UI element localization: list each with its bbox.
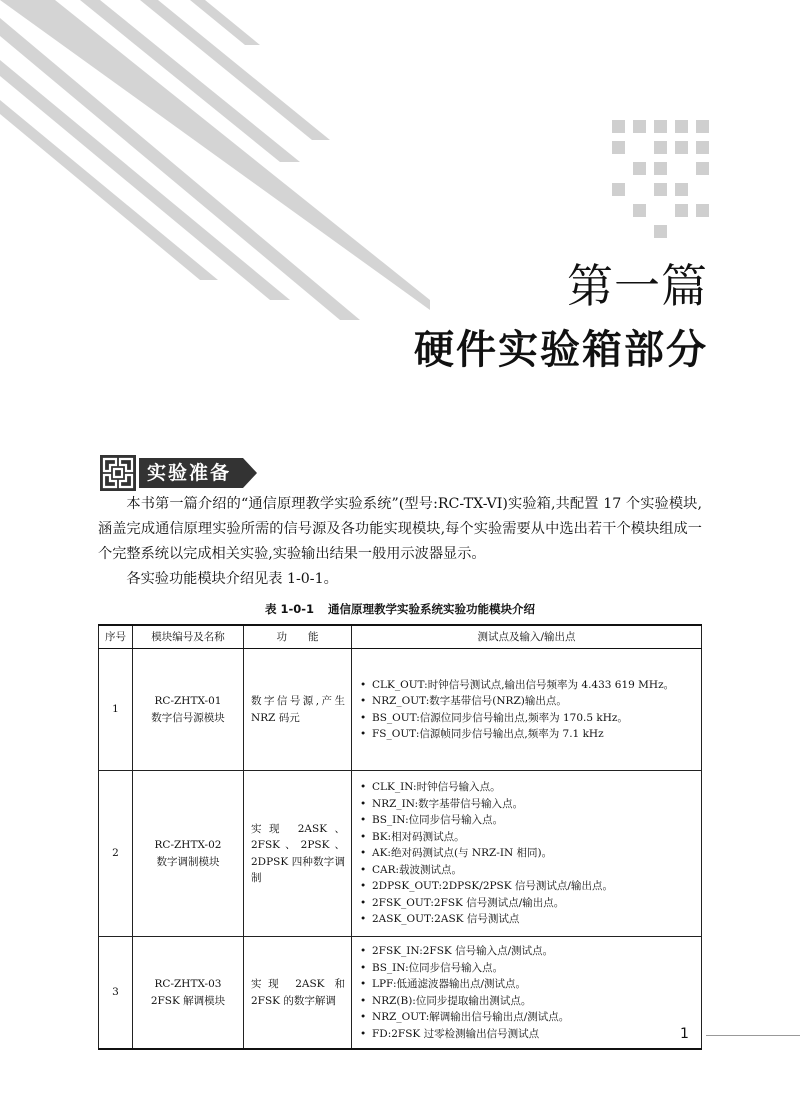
- row-number: 2: [99, 771, 133, 937]
- module-code: RC-ZHTX-03: [154, 978, 222, 990]
- part-subtitle: 硬件实验箱部分: [414, 327, 708, 373]
- table-row: [99, 649, 702, 771]
- test-point-item: • NRZ_IN:数字基带信号输入点。: [360, 796, 697, 813]
- table-caption-text: 通信原理教学实验系统实验功能模块介绍: [328, 602, 536, 616]
- section-label-arrow: [243, 458, 257, 488]
- module-name-cell: [133, 649, 244, 771]
- test-point-item: • FD:2FSK 过零检测输出信号测试点: [360, 1026, 697, 1043]
- page-number: 1: [680, 1026, 689, 1042]
- test-point-item: • NRZ(B):位同步提取输出测试点。: [360, 993, 697, 1010]
- test-point-item: • NRZ_OUT:数字基带信号(NRZ)输出点。: [360, 693, 697, 710]
- test-point-item: • CLK_OUT:时钟信号测试点,输出信号频率为 4.433 619 MHz。: [360, 677, 697, 694]
- module-name: 2FSK 解调模块: [150, 994, 226, 1007]
- module-table: [98, 624, 702, 1050]
- module-function: 实现 2ASK 和 2FSK 的数字解调: [244, 937, 352, 1050]
- test-point-item: • 2FSK_IN:2FSK 信号输入点/测试点。: [360, 943, 697, 960]
- module-name-cell: [133, 771, 244, 937]
- test-point-item: • BS_IN:位同步信号输入点。: [360, 812, 697, 829]
- test-point-item: • CLK_IN:时钟信号输入点。: [360, 779, 697, 796]
- test-points-cell: [352, 937, 702, 1050]
- section-label: 实验准备: [139, 458, 243, 488]
- test-point-item: • NRZ_OUT:解调输出信号输出点/测试点。: [360, 1009, 697, 1026]
- test-point-item: • 2DPSK_OUT:2DPSK/2PSK 信号测试点/输出点。: [360, 878, 697, 895]
- test-points-cell: [352, 771, 702, 937]
- test-points-cell: [352, 649, 702, 771]
- test-point-item: • FS_OUT:信源帧同步信号输出点,频率为 7.1 kHz: [360, 726, 697, 743]
- test-point-item: • 2FSK_OUT:2FSK 信号测试点/输出点。: [360, 895, 697, 912]
- maze-pattern-icon: [100, 455, 136, 491]
- module-name-cell: [133, 937, 244, 1050]
- header-cell: 测试点及输入/输出点: [352, 625, 702, 649]
- module-name: 数字信号源模块: [151, 711, 225, 724]
- table-caption: [98, 601, 702, 617]
- page-number-rule: [706, 1035, 800, 1036]
- test-point-item: • CAR:载波测试点。: [360, 862, 697, 879]
- module-function: 实现 2ASK、2FSK、2PSK、2DPSK 四种数字调制: [244, 771, 352, 937]
- table-header-row: [99, 625, 702, 649]
- module-name: 数字调制模块: [156, 855, 220, 868]
- header-cell: 模块编号及名称: [133, 625, 244, 649]
- header-cell: 序号: [99, 625, 133, 649]
- test-point-item: • BS_OUT:信源位同步信号输出点,频率为 170.5 kHz。: [360, 710, 697, 727]
- diagonal-stripes: [0, 0, 430, 320]
- row-number: 1: [99, 649, 133, 771]
- intro-text: [98, 492, 702, 592]
- intro-paragraph: 各实验功能模块介绍见表 1-0-1。: [126, 571, 338, 587]
- test-point-item: • BK:相对码测试点。: [360, 829, 697, 846]
- table-caption-number: 表 1-0-1: [264, 602, 315, 616]
- table-row: [99, 937, 702, 1050]
- dot-matrix: [612, 120, 709, 238]
- test-point-item: • 2ASK_OUT:2ASK 信号测试点: [360, 911, 697, 928]
- header-cell: 功 能: [244, 625, 352, 649]
- test-point-item: • LPF:低通滤波器输出点/测试点。: [360, 976, 697, 993]
- section-heading: [100, 455, 257, 491]
- module-code: RC-ZHTX-01: [154, 695, 222, 707]
- module-code: RC-ZHTX-02: [154, 839, 222, 851]
- table-row: [99, 771, 702, 937]
- module-function: 数字信号源,产生 NRZ 码元: [244, 649, 352, 771]
- part-title: 第一篇: [567, 259, 708, 313]
- row-number: 3: [99, 937, 133, 1050]
- test-point-item: • AK:绝对码测试点(与 NRZ-IN 相同)。: [360, 845, 697, 862]
- test-point-item: • BS_IN:位同步信号输入点。: [360, 960, 697, 977]
- intro-paragraph: 本书第一篇介绍的“通信原理教学实验系统”(型号:RC-TX-VI)实验箱,共配置 17 个实验模块,涵盖完成通信原理实验所需的信号源及各功能实现模块,每个实验需要从中选出若干个模块组成一个完整系统以完成相关实验,实验输出结果一般用示波器显示。: [98, 496, 702, 562]
